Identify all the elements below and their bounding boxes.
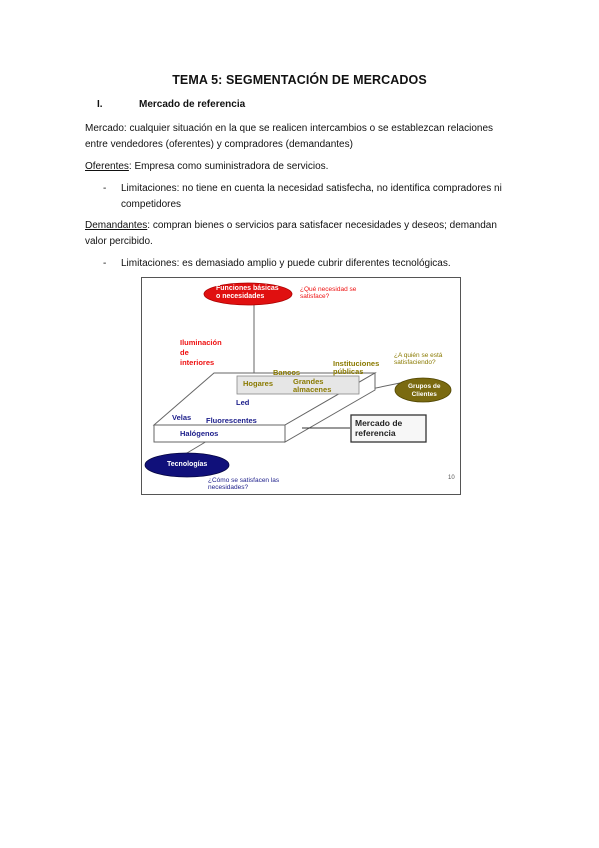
mercado-label: Mercado de referencia — [355, 418, 403, 438]
hogares-label: Hogares — [243, 379, 274, 388]
market-definition-line2: entre vendedores (oferentes) y compradores (demandantes) — [85, 139, 353, 150]
bullet-dash-2: - — [103, 258, 107, 269]
iluminacion-label: Iluminación de interiores — [180, 338, 222, 367]
grandes-almacenes-label: Grandes almacenes — [293, 377, 332, 394]
fluorescentes-label: Fluorescentes — [206, 416, 257, 425]
section-number: I. — [97, 99, 103, 110]
bullet-2: Limitaciones: es demasiado amplio y puede cubrir diferentes tecnológicas. — [121, 258, 451, 269]
velas-label: Velas — [172, 413, 192, 422]
bullet-1 — [121, 181, 521, 213]
grupos-label: Grupos de Clientes — [408, 383, 441, 398]
market-definition-line1: Mercado: cualquier situación en la que se realicen intercambios o se establezcan relaciones — [85, 123, 494, 134]
led-label: Led — [236, 398, 250, 407]
instituciones-label: Instituciones públicas — [333, 359, 380, 376]
page-title: TEMA 5: SEGMENTACIÓN DE MERCADOS — [172, 73, 427, 87]
tecnologias-label: Tecnologías — [167, 461, 208, 468]
figure-page-mark: 10 — [448, 475, 455, 481]
demandantes-line2: valor percibido. — [85, 236, 153, 247]
halogenos-label: Halógenos — [180, 429, 219, 438]
demandantes-text: : compran bienes o servicios para satisfacer necesidades y deseos; demandan — [147, 220, 497, 231]
que-necesidad-question: ¿Qué necesidad se satisface? — [300, 286, 357, 300]
bullet-1-line2: competidores — [121, 199, 182, 210]
demandantes-paragraph — [85, 218, 515, 250]
a-quien-question: ¿A quién se está satisfaciendo? — [394, 352, 443, 366]
oferentes-paragraph — [85, 159, 515, 175]
demandantes-term: Demandantes — [85, 220, 148, 231]
market-definition — [85, 121, 515, 153]
bancos-label: Bancos — [273, 368, 301, 377]
funciones-label: Funciones básicas o necesidades — [216, 285, 279, 300]
oferentes-text: : Empresa como suministradora de servicios. — [128, 161, 329, 172]
section-label: Mercado de referencia — [139, 99, 246, 110]
reference-market-diagram — [141, 277, 461, 495]
bullet-1-line1: Limitaciones: no tiene en cuenta la necesidad satisfecha, no identifica compradores ni — [121, 183, 502, 194]
oferentes-term: Oferentes — [85, 161, 129, 172]
bullet-dash-1: - — [103, 183, 107, 194]
como-question: ¿Cómo se satisfacen las necesidades? — [208, 477, 280, 491]
box-front-face — [154, 425, 285, 442]
section-heading — [97, 99, 245, 110]
